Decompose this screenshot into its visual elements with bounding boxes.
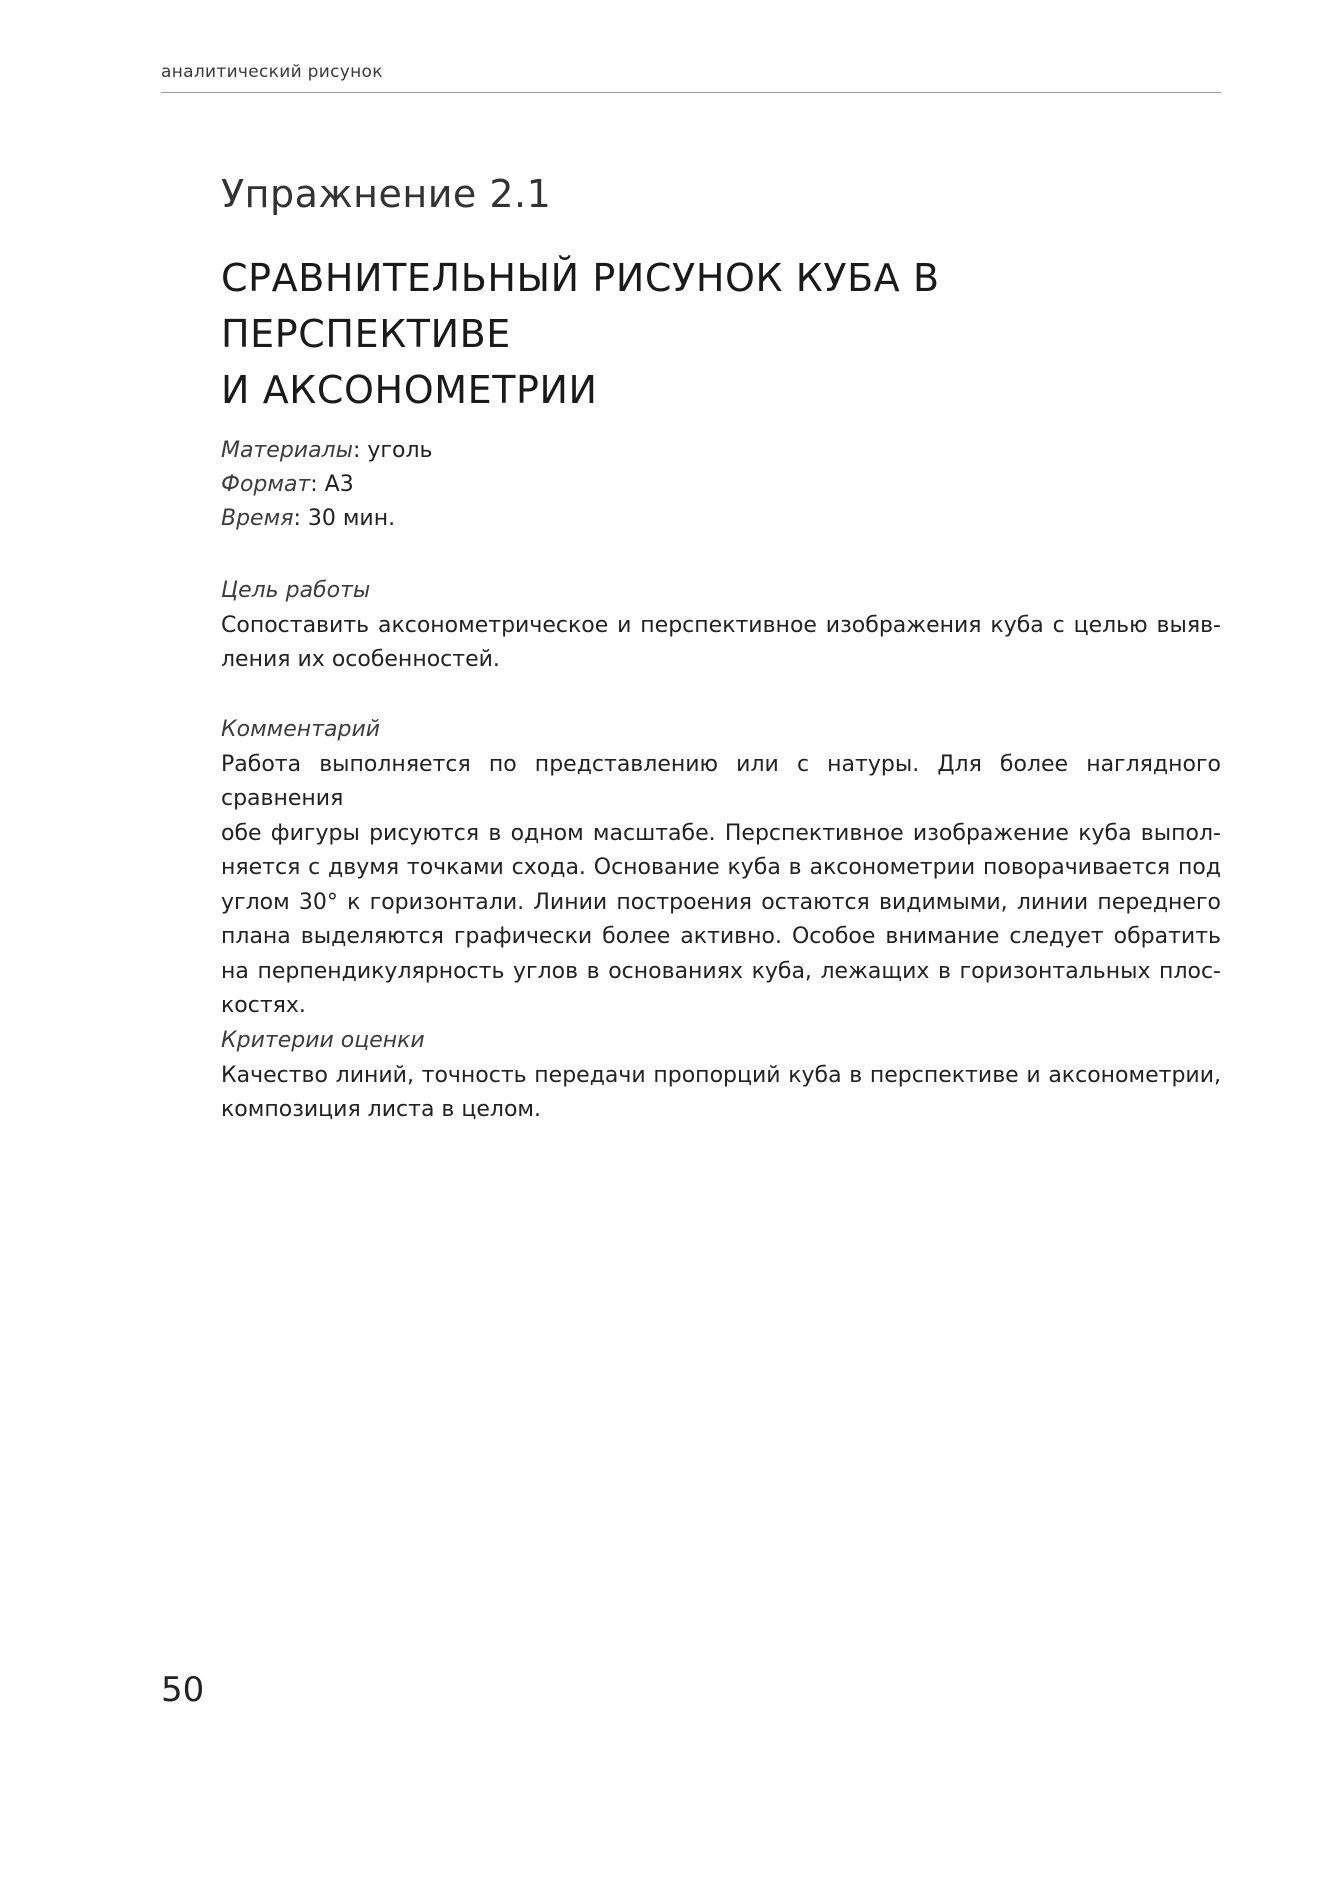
comment-line-5: плана выделяются графически более активно. Особое внимание следует обратить — [221, 924, 1221, 949]
materials-label: Материалы — [221, 438, 353, 463]
format-row — [221, 468, 432, 502]
materials-value: : уголь — [353, 438, 433, 463]
running-head: аналитический рисунок — [161, 62, 383, 82]
format-value: : А3 — [310, 472, 354, 497]
goal-line-2: ления их особенностей. — [221, 647, 500, 672]
goal-section — [221, 574, 1221, 678]
time-label: Время — [221, 506, 294, 531]
page-number: 50 — [161, 1670, 205, 1710]
time-value: : 30 мин. — [293, 506, 396, 531]
comment-line-7: костях. — [221, 993, 306, 1018]
comment-heading: Комментарий — [221, 717, 381, 742]
comment-line-3: няется с двумя точками схода. Основание куба в аксонометрии поворачивается под — [221, 855, 1221, 880]
time-row — [221, 502, 432, 536]
goal-heading: Цель работы — [221, 578, 371, 603]
comment-line-1: Работа выполняется по представлению или с натуры. Для более наглядного сравнения — [221, 751, 1221, 811]
criteria-line-1: Качество линий, точность передачи пропорций куба в перспективе и аксонометрии, — [221, 1062, 1221, 1088]
criteria-section — [221, 1024, 1221, 1128]
comment-line-6: на перпендикулярность углов в основаниях куба, лежащих в горизонтальных плос- — [221, 958, 1221, 984]
criteria-line-2: композиция листа в целом. — [221, 1097, 542, 1122]
comment-section — [221, 713, 1221, 1024]
materials-block — [221, 434, 432, 536]
exercise-title — [221, 250, 1221, 418]
comment-line-2: обе фигуры рисуются в одном масштабе. Перспективное изображение куба выпол- — [221, 820, 1221, 846]
exercise-number: Упражнение 2.1 — [221, 172, 552, 216]
title-line-1: СРАВНИТЕЛЬНЫЙ РИСУНОК КУБА В ПЕРСПЕКТИВЕ — [221, 256, 940, 356]
header-rule — [161, 92, 1221, 93]
title-line-2: И АКСОНОМЕТРИИ — [221, 368, 598, 412]
comment-line-4: углом 30° к горизонтали. Линии построения остаются видимыми, линии переднего — [221, 889, 1221, 915]
format-label: Формат — [221, 472, 311, 497]
goal-line-1: Сопоставить аксонометрическое и перспективное изображения куба с целью выяв- — [221, 612, 1221, 638]
materials-row — [221, 434, 432, 468]
criteria-heading: Критерии оценки — [221, 1028, 425, 1053]
